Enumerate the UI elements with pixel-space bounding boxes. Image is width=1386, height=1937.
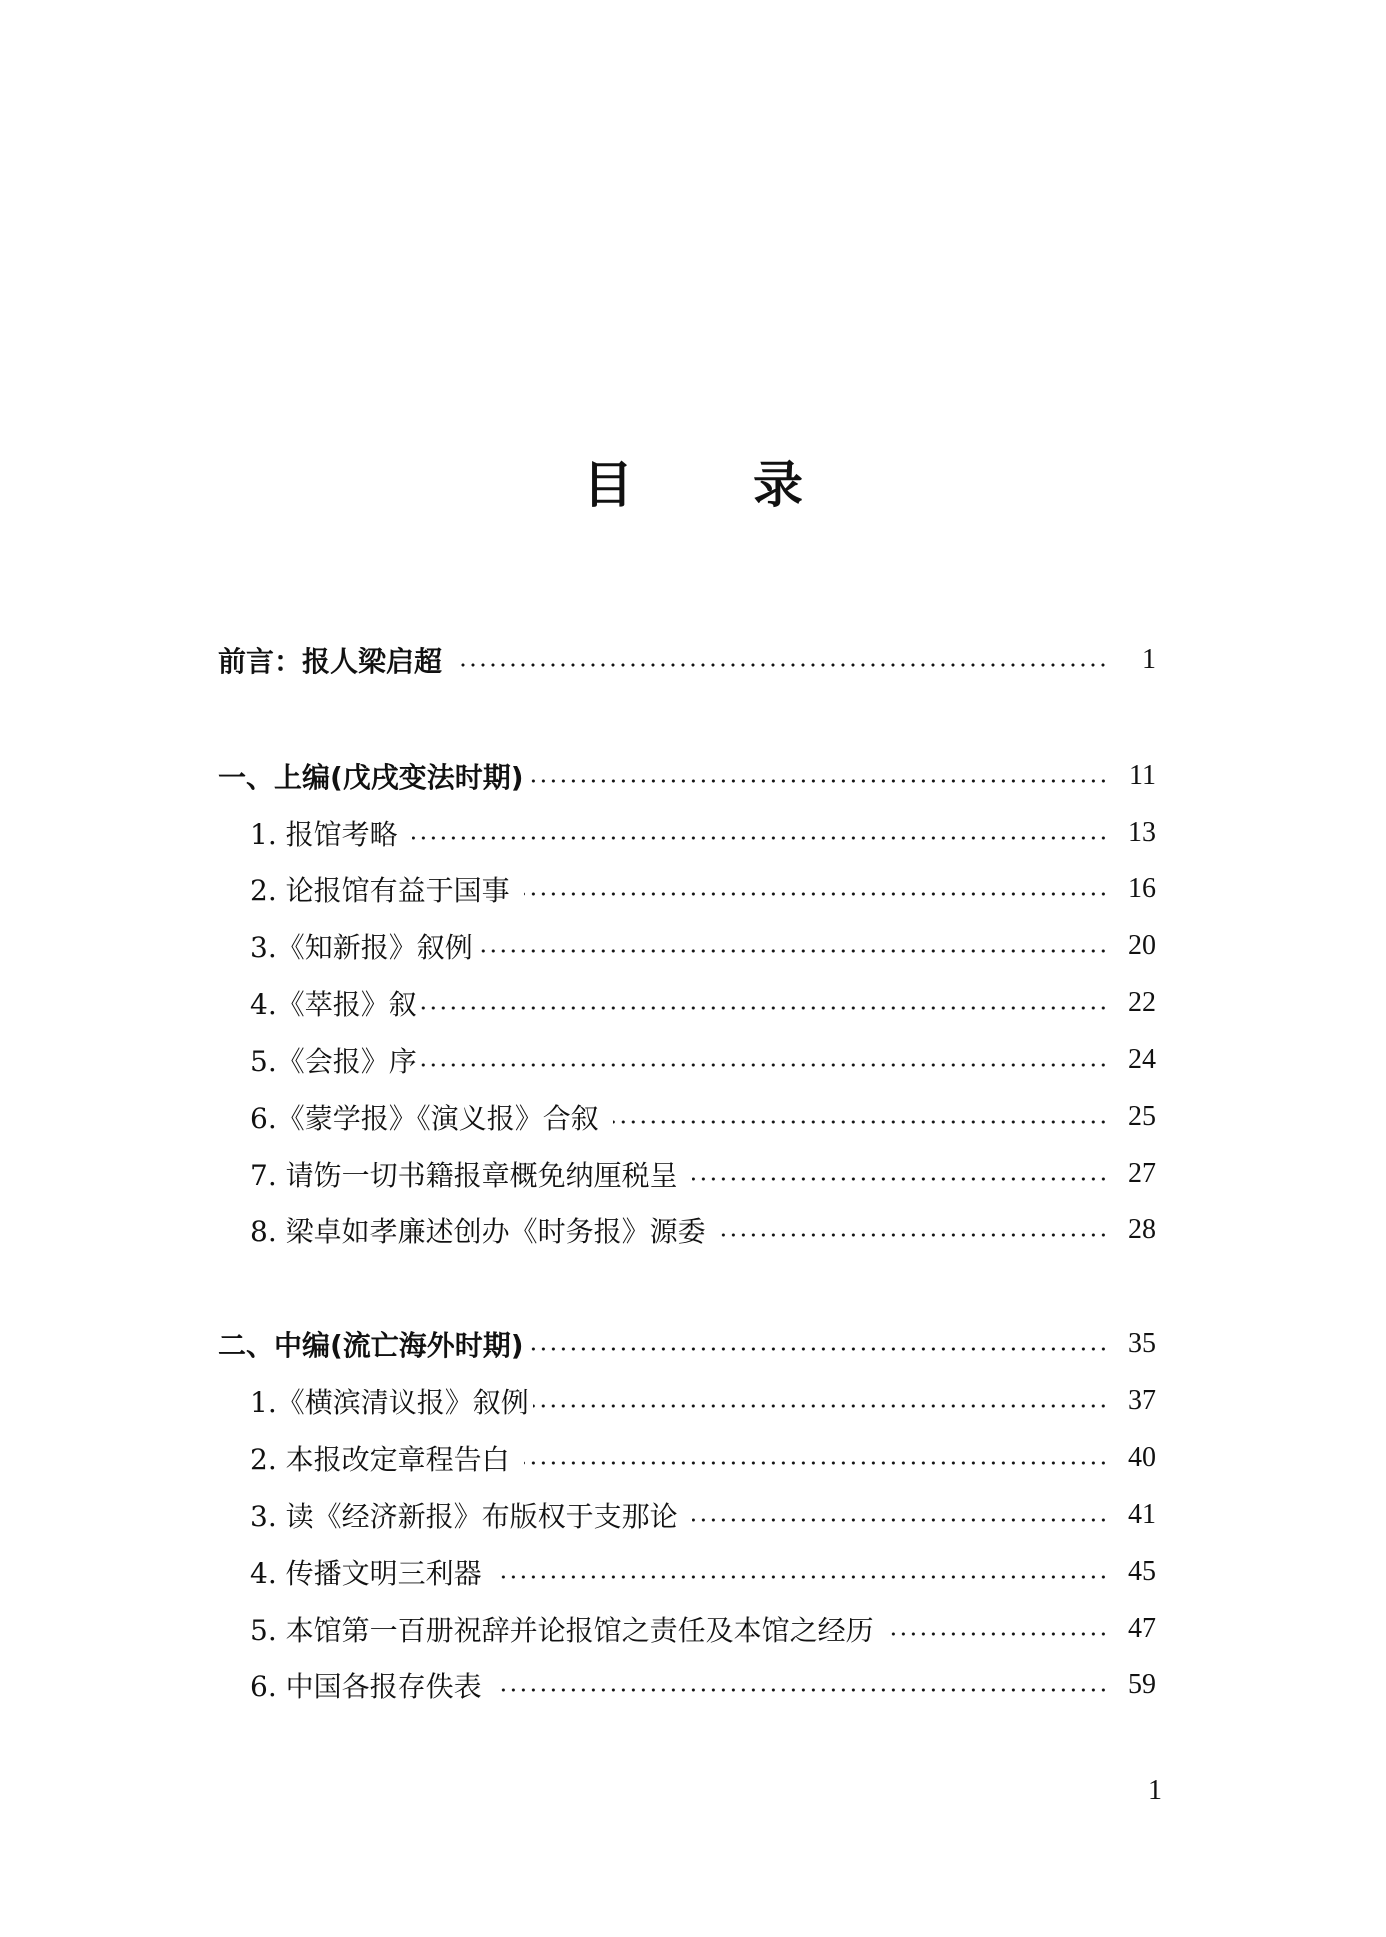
- toc-entry-label: 7. 请饬一切书籍报章概免纳厘税呈: [250, 1159, 678, 1192]
- dot-leader: [421, 1063, 1108, 1067]
- toc-entry-preface[interactable]: [218, 638, 1156, 682]
- toc-entry-page: 45: [1128, 1556, 1156, 1587]
- dot-leader: [613, 1120, 1108, 1124]
- dot-leader: [524, 892, 1108, 896]
- toc-entry[interactable]: [250, 924, 1156, 968]
- toc-entry-page: 59: [1128, 1669, 1156, 1700]
- toc-entry-page: 22: [1128, 987, 1156, 1018]
- toc-entry-label: 一、上编(戊戌变法时期): [218, 761, 524, 794]
- dot-leader: [456, 663, 1108, 667]
- toc-entry[interactable]: [250, 981, 1156, 1025]
- dot-leader: [477, 949, 1108, 953]
- toc-entry-label: 3. 读《经济新报》布版权于支那论: [250, 1500, 678, 1533]
- toc-entry[interactable]: [250, 1550, 1156, 1594]
- page-title-char-1: 目: [583, 456, 633, 514]
- toc-entry-label: 5.《会报》序: [250, 1045, 417, 1078]
- toc-entry-label: 前言：报人梁启超: [218, 645, 443, 678]
- dot-leader: [533, 1404, 1108, 1408]
- toc-entry-label: 6. 中国各报存佚表: [250, 1670, 482, 1703]
- toc-entry-page: 1: [1142, 644, 1156, 675]
- toc-entry-page: 11: [1129, 760, 1156, 791]
- toc-entry[interactable]: [250, 867, 1156, 911]
- page-title-char-2: 录: [753, 456, 803, 514]
- toc-entry-label: 2. 论报馆有益于国事: [250, 874, 510, 907]
- toc-entry-page: 37: [1128, 1385, 1156, 1416]
- dot-leader: [528, 1347, 1108, 1351]
- toc-entry-page: 28: [1128, 1214, 1156, 1245]
- toc-section-heading-1[interactable]: [218, 754, 1156, 798]
- toc-entry-page: 24: [1128, 1044, 1156, 1075]
- toc-entry[interactable]: [250, 1208, 1156, 1252]
- toc-entry[interactable]: [250, 1436, 1156, 1480]
- dot-leader: [692, 1177, 1108, 1181]
- toc-entry-label: 8. 梁卓如孝廉述创办《时务报》源委: [250, 1215, 706, 1248]
- toc-entry-label: 4.《萃报》叙: [250, 988, 417, 1021]
- toc-entry[interactable]: [250, 1607, 1156, 1651]
- dot-leader: [524, 1461, 1108, 1465]
- toc-entry-page: 40: [1128, 1442, 1156, 1473]
- toc-entry[interactable]: [250, 811, 1156, 855]
- toc-entry-page: 47: [1128, 1613, 1156, 1644]
- toc-entry-page: 41: [1128, 1499, 1156, 1530]
- dot-leader: [496, 1575, 1108, 1579]
- toc-entry-page: 35: [1128, 1328, 1156, 1359]
- toc-entry-label: 5. 本馆第一百册祝辞并论报馆之责任及本馆之经历: [250, 1614, 874, 1647]
- toc-entry-page: 20: [1128, 930, 1156, 961]
- dot-leader: [720, 1233, 1108, 1237]
- dot-leader: [528, 779, 1108, 783]
- toc-entry[interactable]: [250, 1038, 1156, 1082]
- toc-entry[interactable]: [250, 1663, 1156, 1707]
- toc-entry-label: 1. 报馆考略: [250, 818, 398, 851]
- toc-entry-label: 1.《横滨清议报》叙例: [250, 1386, 529, 1419]
- toc-section-heading-2[interactable]: [218, 1322, 1156, 1366]
- dot-leader: [421, 1006, 1108, 1010]
- dot-leader: [888, 1632, 1108, 1636]
- dot-leader: [496, 1688, 1108, 1692]
- toc-entry[interactable]: [250, 1152, 1156, 1196]
- toc-entry-page: 16: [1128, 873, 1156, 904]
- dot-leader: [692, 1518, 1108, 1522]
- toc-entry-label: 3.《知新报》叙例: [250, 931, 473, 964]
- dot-leader: [412, 836, 1108, 840]
- page-number: 1: [1148, 1775, 1162, 1806]
- toc-entry-page: 13: [1128, 817, 1156, 848]
- toc-entry-label: 2. 本报改定章程告白: [250, 1443, 510, 1476]
- toc-entry[interactable]: [250, 1379, 1156, 1423]
- toc-entry-page: 27: [1128, 1158, 1156, 1189]
- toc-entry-label: 6.《蒙学报》《演义报》合叙: [250, 1102, 599, 1135]
- toc-entry-page: 25: [1128, 1101, 1156, 1132]
- toc-entry[interactable]: [250, 1095, 1156, 1139]
- toc-entry-label: 4. 传播文明三利器: [250, 1557, 482, 1590]
- toc-entry-label: 二、中编(流亡海外时期): [218, 1329, 524, 1362]
- toc-entry[interactable]: [250, 1493, 1156, 1537]
